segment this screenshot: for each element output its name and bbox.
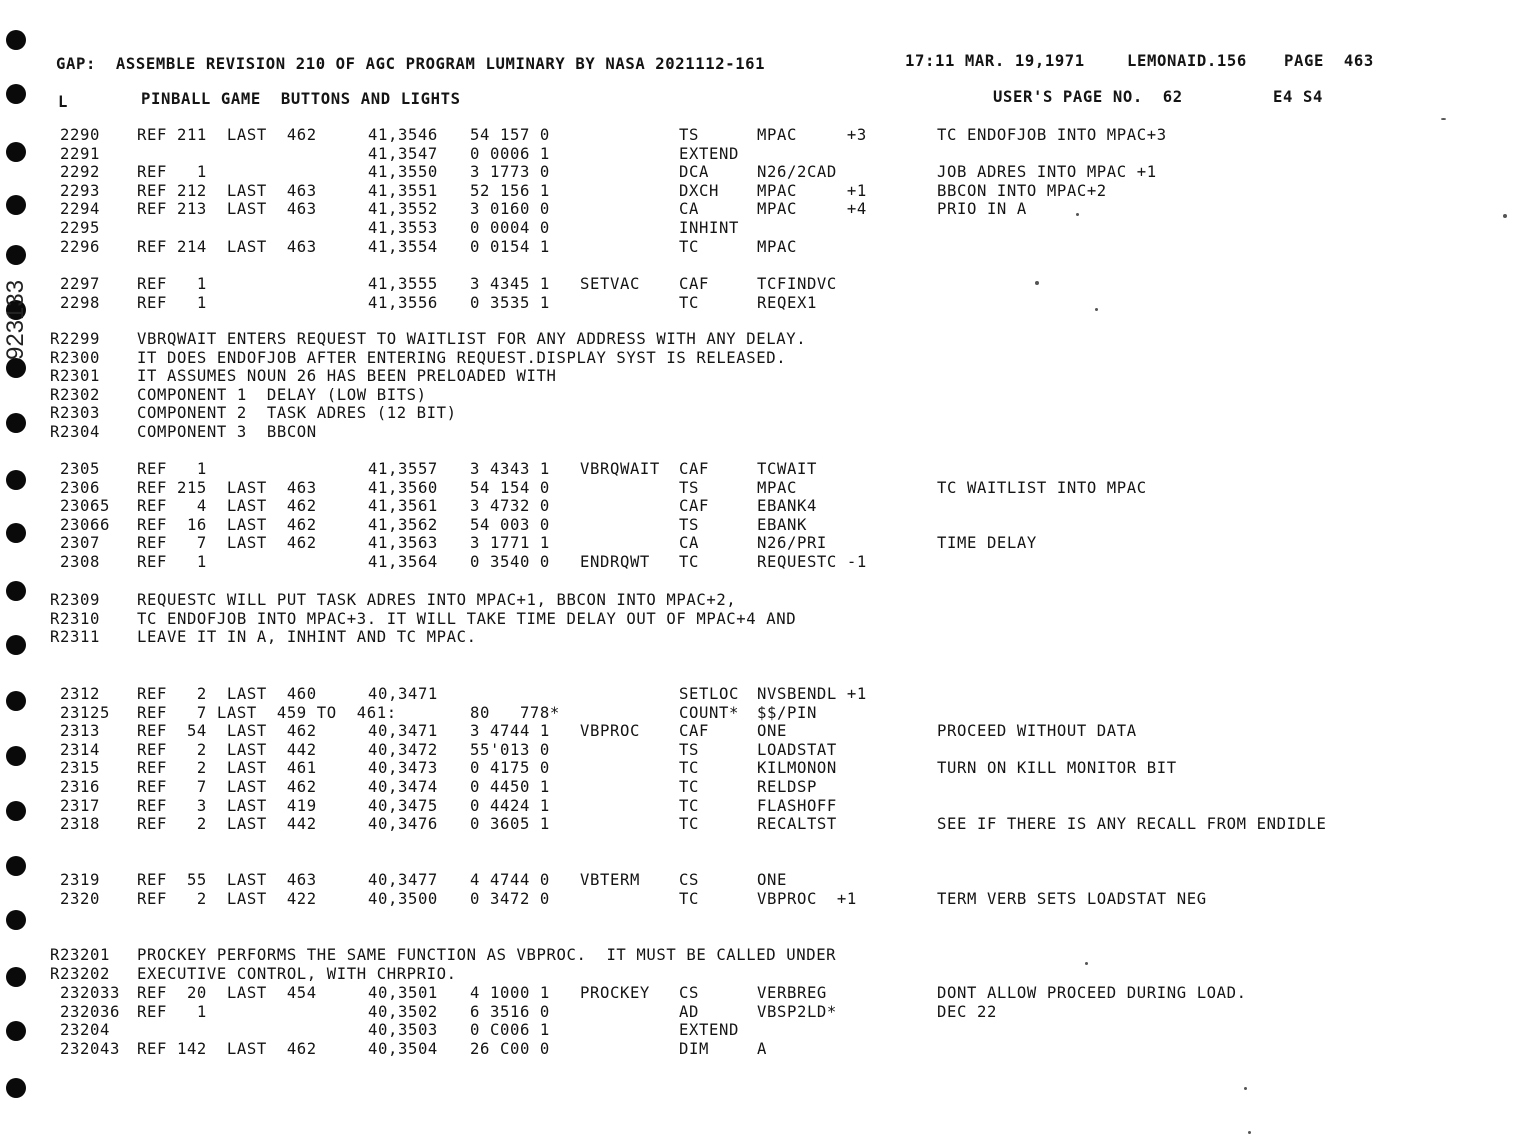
address: 41,3563 [368,534,438,553]
address: 40,3471 [368,722,438,741]
octal-word: 0 4175 0 [470,759,550,778]
line-number: 2295 [60,219,100,237]
octal-word: 54 003 0 [470,515,550,534]
ref-info: REF 2 LAST 460 [137,685,317,703]
operand: TCFINDVC [757,275,837,293]
ref-info: REF 2 LAST 461 [137,759,317,778]
address: 40,3477 [368,871,438,889]
octal-word: 0 4424 1 [470,796,550,815]
opcode: DCA [679,163,709,182]
octal-word: 54 154 0 [470,478,550,497]
ref-info: REF 2 LAST 442 [137,815,317,834]
address: 41,3555 [368,275,438,293]
ref-info: REF 1 [137,553,207,571]
punch-hole [6,910,26,930]
operand: VBPROC +1 [757,889,857,908]
line-number: 232033 [60,984,120,1002]
address: 40,3471 [368,685,438,703]
punch-hole [6,30,26,50]
address: 40,3476 [368,815,438,834]
line-number: 2316 [60,778,100,796]
address: 41,3560 [368,478,438,497]
octal-word: 4 1000 1 [470,984,550,1002]
line-number: R23201 [50,946,110,964]
punch-hole [6,523,26,543]
scan-speck [1441,118,1446,120]
opcode: CAF [679,460,709,478]
punch-hole [6,856,26,876]
octal-word: 3 4345 1 [470,275,550,293]
octal-word: 0 3535 1 [470,293,550,312]
operand: N26/2CAD [757,163,837,182]
label-field: SETVAC [580,275,640,293]
line-number: R2302 [50,385,100,404]
octal-word: 0 C006 1 [470,1021,550,1040]
line-number: 2319 [60,871,100,889]
label-field: PROCKEY [580,984,650,1002]
line-number: 2312 [60,685,100,703]
line-number: R2300 [50,348,100,367]
octal-word: 3 1771 1 [470,534,550,553]
line-number: R23202 [50,964,110,983]
operand: MPAC [757,478,797,497]
sheet-code: E4 S4 [1273,88,1323,106]
line-number: 2294 [60,200,100,219]
line-number: 2314 [60,740,100,759]
address: 41,3562 [368,515,438,534]
opcode: TC [679,796,699,815]
comment: TC WAITLIST INTO MPAC [937,478,1147,497]
address: 41,3550 [368,163,438,182]
comment: JOB ADRES INTO MPAC +1 [937,163,1157,182]
comment: DEC 22 [937,1002,997,1021]
ref-info: REF 55 LAST 463 [137,871,317,889]
octal-word: 4 4744 0 [470,871,550,889]
comment: PROCEED WITHOUT DATA [937,722,1137,741]
line-number: 2320 [60,889,100,908]
operand: RECALTST [757,815,837,834]
punch-hole [6,691,26,711]
address: 40,3503 [368,1021,438,1040]
margin-handwritten-number: 923133 [2,279,29,360]
opcode: TS [679,478,699,497]
operand: TCWAIT [757,460,817,478]
opcode: TS [679,515,699,534]
punch-hole [6,84,26,104]
line-number: R2309 [50,591,100,609]
line-number: 23125 [60,703,110,722]
ref-info: REF 142 LAST 462 [137,1039,317,1058]
octal-word: 55'013 0 [470,740,550,759]
opcode: TC [679,815,699,834]
opcode: CA [679,200,699,219]
label-field: VBPROC [580,722,640,741]
ref-info: REF 7 LAST 462 [137,534,317,553]
octal-word: 3 4343 1 [470,460,550,478]
punch-hole [6,967,26,987]
operand: RELDSP [757,778,817,796]
address: 41,3546 [368,126,438,144]
log-letter: L [58,93,68,111]
scan-speck [1503,214,1507,218]
ref-info: REF 7 LAST 462 [137,778,317,796]
address: 41,3556 [368,293,438,312]
operand: MPAC +1 [757,181,867,200]
opcode: CAF [679,497,709,516]
line-number: 2306 [60,478,100,497]
ref-info: REF 54 LAST 462 [137,722,317,741]
line-number: 2315 [60,759,100,778]
opcode: SETLOC [679,685,739,703]
opcode: COUNT* [679,703,739,722]
ref-info: REF 1 [137,460,207,478]
opcode: TC [679,759,699,778]
punch-hole [6,581,26,601]
address: 40,3501 [368,984,438,1002]
remark-text: EXECUTIVE CONTROL, WITH CHRPRIO. [137,964,457,983]
octal-word: 0 0154 1 [470,237,550,256]
address: 40,3475 [368,796,438,815]
opcode: TC [679,237,699,256]
comment: DONT ALLOW PROCEED DURING LOAD. [937,984,1247,1002]
section-title: PINBALL GAME BUTTONS AND LIGHTS [141,90,461,108]
label-field: VBRQWAIT [580,460,660,478]
octal-word: 80 778* [470,703,560,722]
remark-text: IT DOES ENDOFJOB AFTER ENTERING REQUEST.DISPLAY SYST IS RELEASED. [137,348,787,367]
operand: KILMONON [757,759,837,778]
line-number: 2318 [60,815,100,834]
listing-job: LEMONAID.156 [1127,52,1247,70]
line-number: 2298 [60,293,100,312]
scan-speck [1035,281,1039,285]
octal-word: 3 0160 0 [470,200,550,219]
ref-info: REF 212 LAST 463 [137,181,317,200]
operand: MPAC +3 [757,126,867,144]
punch-hole [6,1078,26,1098]
ref-info: REF 2 LAST 442 [137,740,317,759]
opcode: EXTEND [679,144,739,163]
operand: MPAC [757,237,797,256]
line-number: R2310 [50,609,100,628]
operand: NVSBENDL +1 [757,685,867,703]
line-number: 2293 [60,181,100,200]
scan-speck [1244,1087,1247,1090]
punch-hole [6,1021,26,1041]
comment: TC ENDOFJOB INTO MPAC+3 [937,126,1167,144]
octal-word: 3 1773 0 [470,163,550,182]
punch-hole [6,142,26,162]
operand: $$/PIN [757,703,817,722]
line-number: R2301 [50,367,100,386]
opcode: DXCH [679,181,719,200]
address: 41,3564 [368,553,438,571]
octal-word: 3 4744 1 [470,722,550,741]
octal-word: 0 4450 1 [470,778,550,796]
line-number: 23065 [60,497,110,516]
address: 41,3553 [368,219,438,237]
remark-text: REQUESTC WILL PUT TASK ADRES INTO MPAC+1, BBCON INTO MPAC+2, [137,591,737,609]
label-field: ENDRQWT [580,553,650,571]
opcode: EXTEND [679,1021,739,1040]
ref-info: REF 16 LAST 462 [137,515,317,534]
operand: EBANK4 [757,497,817,516]
operand: EBANK [757,515,807,534]
punch-hole [6,746,26,766]
address: 40,3472 [368,740,438,759]
ref-info: REF 2 LAST 422 [137,889,317,908]
line-number: R2303 [50,404,100,423]
address: 40,3473 [368,759,438,778]
page-number: PAGE 463 [1284,52,1374,70]
address: 40,3504 [368,1039,438,1058]
opcode: CA [679,534,699,553]
opcode: DIM [679,1039,709,1058]
line-number: 2313 [60,722,100,741]
remark-text: COMPONENT 2 TASK ADRES (12 BIT) [137,404,457,423]
punch-hole [6,413,26,433]
remark-text: COMPONENT 3 BBCON [137,423,317,441]
users-page-number: USER'S PAGE NO. 62 [993,88,1183,106]
remark-text: COMPONENT 1 DELAY (LOW BITS) [137,385,427,404]
operand: MPAC +4 [757,200,867,219]
line-number: 23204 [60,1021,110,1040]
address: 41,3552 [368,200,438,219]
ref-info: REF 7 LAST 459 TO 461: [137,703,397,722]
address: 41,3557 [368,460,438,478]
opcode: AD [679,1002,699,1021]
line-number: R2304 [50,423,100,441]
remark-text: PROCKEY PERFORMS THE SAME FUNCTION AS VBPROC. IT MUST BE CALLED UNDER [137,946,837,964]
operand: N26/PRI [757,534,827,553]
scan-speck [1095,308,1098,311]
punch-hole [6,635,26,655]
line-number: 2296 [60,237,100,256]
line-number: 2292 [60,163,100,182]
opcode: TC [679,889,699,908]
punch-hole [6,801,26,821]
line-number: 2307 [60,534,100,553]
ref-info: REF 20 LAST 454 [137,984,317,1002]
address: 40,3474 [368,778,438,796]
label-field: VBTERM [580,871,640,889]
line-number: 2291 [60,144,100,163]
scan-speck [1085,962,1088,965]
opcode: TS [679,126,699,144]
ref-info: REF 211 LAST 462 [137,126,317,144]
octal-word: 0 0004 0 [470,219,550,237]
ref-info: REF 3 LAST 419 [137,796,317,815]
operand: VERBREG [757,984,827,1002]
remark-text: TC ENDOFJOB INTO MPAC+3. IT WILL TAKE TIME DELAY OUT OF MPAC+4 AND [137,609,797,628]
operand: ONE [757,722,787,741]
opcode: CS [679,984,699,1002]
comment: SEE IF THERE IS ANY RECALL FROM ENDIDLE [937,815,1327,834]
ref-info: REF 213 LAST 463 [137,200,317,219]
listing-title: GAP: ASSEMBLE REVISION 210 OF AGC PROGRAM LUMINARY BY NASA 2021112-161 [56,55,766,73]
operand: VBSP2LD* [757,1002,837,1021]
octal-word: 6 3516 0 [470,1002,550,1021]
line-number: R2299 [50,330,100,348]
remark-text: IT ASSUMES NOUN 26 HAS BEEN PRELOADED WITH [137,367,557,386]
operand: REQEX1 [757,293,817,312]
octal-word: 26 C00 0 [470,1039,550,1058]
opcode: TC [679,553,699,571]
octal-word: 0 3605 1 [470,815,550,834]
ref-info: REF 1 [137,1002,207,1021]
opcode: TC [679,293,699,312]
remark-text: VBRQWAIT ENTERS REQUEST TO WAITLIST FOR ANY ADDRESS WITH ANY DELAY. [137,330,807,348]
line-number: 2290 [60,126,100,144]
address: 40,3502 [368,1002,438,1021]
line-number: 2305 [60,460,100,478]
opcode: CAF [679,275,709,293]
operand: LOADSTAT [757,740,837,759]
line-number: 232036 [60,1002,120,1021]
ref-info: REF 215 LAST 463 [137,478,317,497]
comment: BBCON INTO MPAC+2 [937,181,1107,200]
listing-timestamp: 17:11 MAR. 19,1971 [905,52,1085,70]
ref-info: REF 4 LAST 462 [137,497,317,516]
punch-hole [6,195,26,215]
operand: REQUESTC -1 [757,553,867,571]
remark-text: LEAVE IT IN A, INHINT AND TC MPAC. [137,628,477,647]
ref-info: REF 1 [137,275,207,293]
opcode: TC [679,778,699,796]
ref-info: REF 1 [137,163,207,182]
ref-info: REF 1 [137,293,207,312]
address: 40,3500 [368,889,438,908]
scan-speck [1248,1131,1251,1134]
line-number: 2317 [60,796,100,815]
comment: PRIO IN A [937,200,1027,219]
operand: A [757,1039,767,1058]
address: 41,3561 [368,497,438,516]
line-number: 2297 [60,275,100,293]
comment: TURN ON KILL MONITOR BIT [937,759,1177,778]
opcode: INHINT [679,219,739,237]
line-number: 2308 [60,553,100,571]
comment: TERM VERB SETS LOADSTAT NEG [937,889,1207,908]
octal-word: 3 4732 0 [470,497,550,516]
address: 41,3551 [368,181,438,200]
line-number: 23066 [60,515,110,534]
punch-hole [6,470,26,490]
address: 41,3554 [368,237,438,256]
octal-word: 52 156 1 [470,181,550,200]
address: 41,3547 [368,144,438,163]
line-number: R2311 [50,628,100,647]
ref-info: REF 214 LAST 463 [137,237,317,256]
comment: TIME DELAY [937,534,1037,553]
operand: FLASHOFF [757,796,837,815]
line-number: 232043 [60,1039,120,1058]
octal-word: 0 3472 0 [470,889,550,908]
opcode: TS [679,740,699,759]
opcode: CAF [679,722,709,741]
punch-hole [6,358,26,378]
octal-word: 0 0006 1 [470,144,550,163]
scan-speck [1076,213,1079,216]
punch-hole [6,245,26,265]
opcode: CS [679,871,699,889]
octal-word: 54 157 0 [470,126,550,144]
octal-word: 0 3540 0 [470,553,550,571]
operand: ONE [757,871,787,889]
